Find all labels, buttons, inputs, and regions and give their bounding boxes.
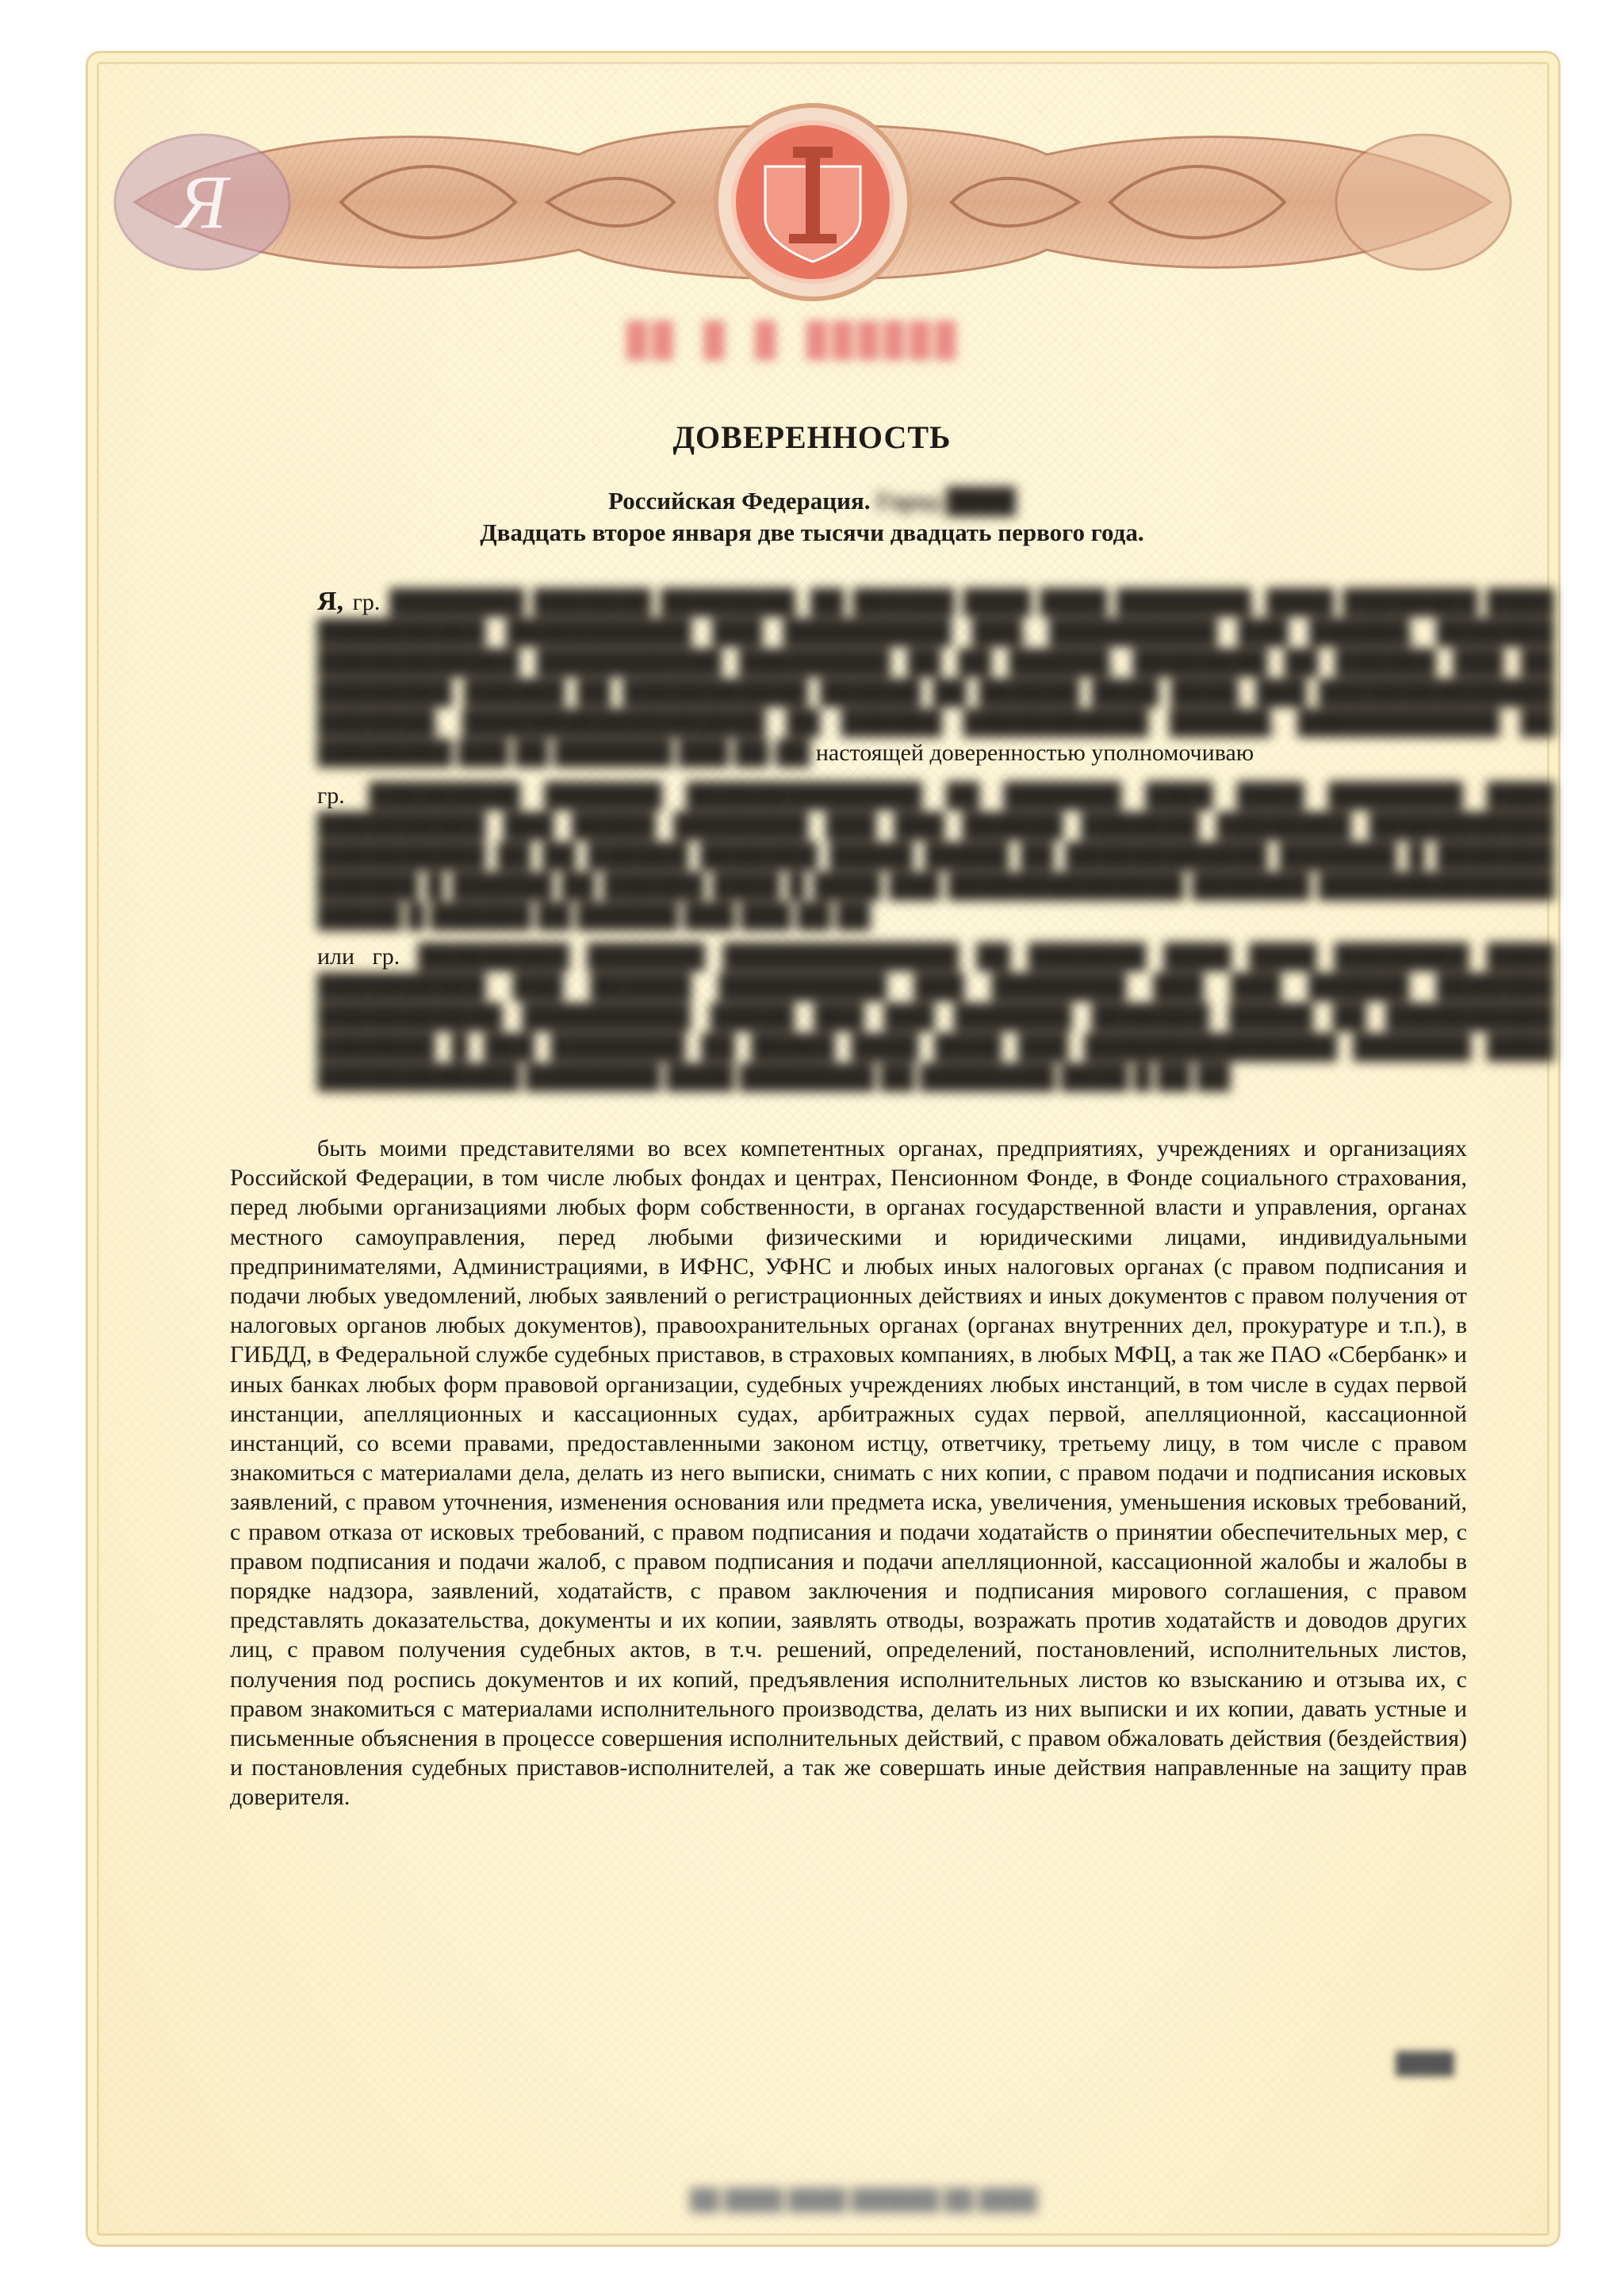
- svg-text:Я: Я: [177, 159, 228, 244]
- notary-mark: ████: [1396, 2052, 1454, 2075]
- agent-one-paragraph: [230, 781, 1554, 939]
- agent-two-prefix: или гр.: [317, 943, 400, 970]
- principal-redacted: ████████ ███████ ████████, ██ ██████ ████ ████ ████████, ████ ████████ ████ ██████████ ███████████ ███ ██████████ ███, ██████████ ███ ██████, ███████ ████████████ ███████████ █████████ ██ ██ ██████, ████████ ██ ██████ ███ ██ ████████ ██████ ██ ███████████ ██████ ██ ██████ ████ ████, ███ ██████████████ ███████, ██████████████████ ██ ██████ ███████████ ██████, ████████████ ██ ████████ ███ ██ ███████ ███ ██-██: [317, 589, 1555, 766]
- date-line: Двадцать второе января две тысячи двадцать первого года.: [480, 519, 1144, 546]
- agent-two-redacted: █████████ ███████ ██████████████ ██ ███████ ████ ████ ████████ ████ ██████████ ███ ██████ ██████████ ███ ████████ ███ ███ ██████ ███████ ███████████ ██████████ █████ ███ ███ ███████ ███████ █████ ██ ██████████ ███████ █ ███ ████████ ██ █████ ████ ████ ███ ███████████████ ███████ ████ ████████████ ████████ ████ ████████ ██ ████████ ████ █ ██ ██: [317, 943, 1554, 1090]
- principal-lead: Я,: [317, 587, 344, 616]
- principal-suffix: настоящей доверенностью уполномочиваю: [815, 740, 1254, 766]
- agent-one-prefix: гр.: [317, 783, 345, 809]
- form-serial-number: ██ █ █ ██████: [626, 321, 961, 361]
- principal-paragraph: [230, 587, 1554, 777]
- agent-one-redacted: █████████ ███████ ██████████████ ██ ███████ ████ ████ ████████ ████ ██████████ ███ █████ ████████ ███ ███ ██████ ███████ ████████ ███████████ ██████████ ██ ██ ██████ ███████ █████ █████ ██ ████████████ ███████ █ ███████ ██████ █ ██████ ██ ██████ ████ █ ████ ███ ██████████████ ███████ ██████████████ █████ █ ██████ ██ ██████ ███ ███ ██ ██: [317, 783, 1555, 929]
- place-line: [0, 487, 1624, 515]
- powers-paragraph: быть моими представителями во всех компетентных органах, предприятиях, учреждениях и организациях Российской Федерации, в том числе любых фондах и центрах, Пенсионном Фонде, в Фонде социального страхования, перед любыми организациями любых форм собственности, в органах государственной власти и управления, органах местного самоуправления, перед любыми физическими и юридическими лицами, индивидуальными предпринимателями, Администрациями, в ИФНС, УФНС и любых иных налоговых органах (с правом подписания и подачи любых уведомлений, любых заявлений о регистрационных действиях и иных документов с правом получения от налоговых органов любых документов), правоохранительных органах (органах внутренних дел, прокуратуре и т.п.), в ГИБДД, в Федеральной службе судебных приставов, в страховых компаниях, в любых МФЦ, а так же ПАО «Сбербанк» и иных банках любых форм правовой организации, судебных учреждениях любых инстанций, в том числе в судах первой инстанции, апелляционных и кассационных судах, арбитражных судах первой, апелляционной, кассационной инстанций, со всеми правами, предоставленными законом истцу, ответчику, третьему лицу, в том числе с правом знакомиться с материалами дела, делать из него выписки, снимать с них копии, с правом подачи и подписания исковых заявлений, с правом уточнения, изменения основания или предмета иска, увеличения, уменьшения исковых требований, с правом отказа от исковых требований, с правом подписания и подачи ходатайств о принятии обеспечительных мер, с правом подписания и подачи жалоб, с правом подписания и подачи апелляционной, кассационной жалобы и жалобы в порядке надзора, заявлений, ходатайств, с правом заключения и подписания мирового соглашения, с правом представлять доказательства, документы и их копии, заявлять отводы, возражать против ходатайств и доводов других лиц, с правом получения судебных актов, в т.ч. решений, определений, постановлений, исполнительных листов, получения под роспись документов и их копий, предъявления исполнительных листов ко взысканию и отзыва их, с правом знакомиться с материалами исполнительного производства, делать из них выписки и их копии, давать устные и письменные объяснения в процессе совершения исполнительных действий, с правом обжаловать действия (бездействия) и постановления судебных приставов-исполнителей, а так же совершать иные действия направленные на защиту прав доверителя.: [230, 1135, 1467, 1811]
- top-ornament: [103, 99, 1522, 313]
- document-title: ДОВЕРЕННОСТЬ: [672, 419, 952, 455]
- city-redacted: Город ████: [876, 487, 1016, 515]
- monogram-icon: [115, 135, 289, 270]
- agent-two-paragraph: [230, 942, 1554, 1100]
- bottom-stamp: ██ ████ ████ ██████ ██ ████: [690, 2188, 1037, 2211]
- notary-emblem-icon: [716, 105, 910, 299]
- principal-prefix: гр.: [352, 589, 381, 615]
- country-label: Российская Федерация.: [608, 487, 871, 515]
